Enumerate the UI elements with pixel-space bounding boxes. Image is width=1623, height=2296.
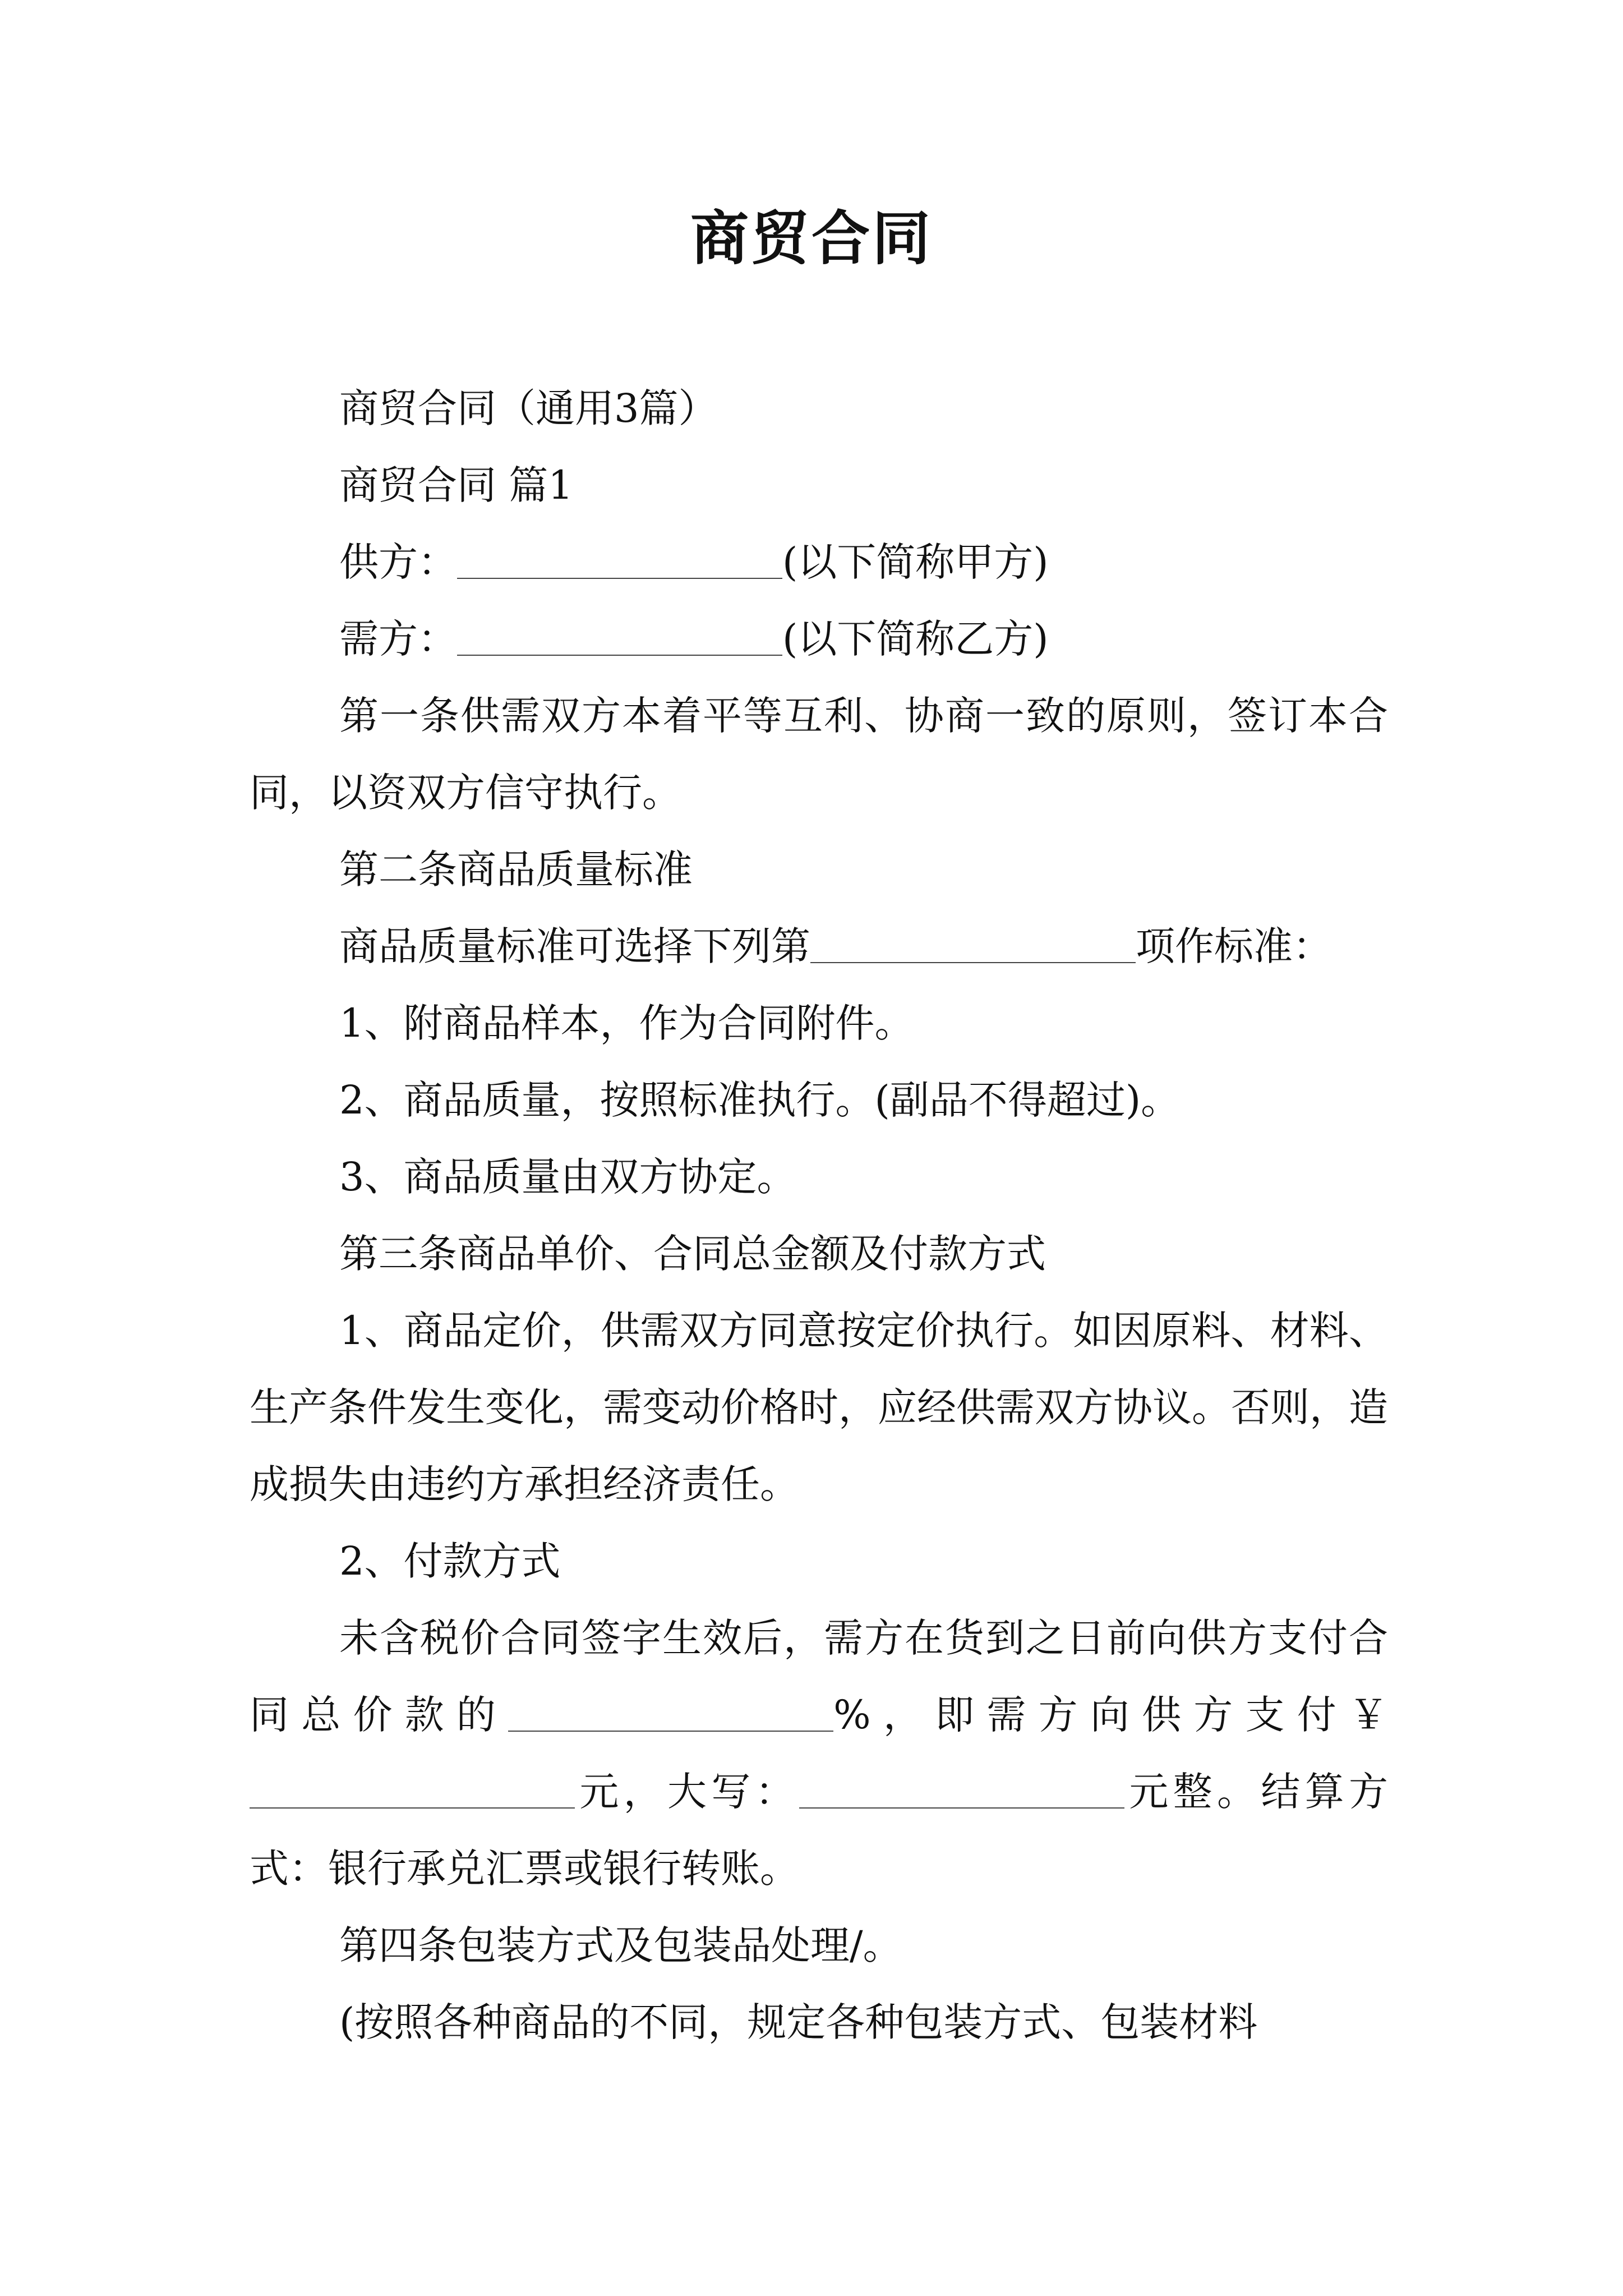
paragraph — [250, 1600, 1388, 1907]
paragraph — [250, 1984, 1388, 2061]
paragraph-text: 2、付款方式 — [339, 1538, 561, 1584]
fill-in-blank[interactable] — [250, 1768, 575, 1809]
document-body — [250, 370, 1388, 2061]
paragraph — [250, 1216, 1388, 1292]
paragraph-text: 第三条商品单价、合同总金额及付款方式 — [339, 1231, 1046, 1277]
paragraph-text: 商贸合同 篇1 — [339, 462, 573, 508]
paragraph — [250, 1523, 1388, 1600]
paragraph-text: 第二条商品质量标准 — [339, 846, 693, 892]
paragraph — [250, 1907, 1388, 1984]
paragraph-text: 第一条供需双方本着平等互利、协商一致的原则，签订本合同，以资双方信守执行。 — [250, 693, 1388, 816]
paragraph — [250, 678, 1388, 831]
paragraph — [250, 1062, 1388, 1139]
paragraph — [250, 1292, 1388, 1523]
paragraph-text: 元，大写： — [575, 1769, 799, 1815]
paragraph-text: 未含税价合同签字生效后，需方在货到之日前向供方支付合同总价款的 — [250, 1615, 1388, 1738]
paragraph-text: 项作标准： — [1136, 923, 1332, 969]
paragraph-text: (以下简称甲方) — [782, 539, 1049, 585]
paragraph — [250, 370, 1388, 447]
paragraph — [250, 908, 1388, 985]
fill-in-blank[interactable] — [810, 923, 1136, 963]
paragraph — [250, 524, 1388, 601]
fill-in-blank[interactable] — [457, 539, 782, 579]
paragraph-text: 商品质量标准可选择下列第 — [339, 923, 810, 969]
paragraph-text: (按照各种商品的不同，规定各种包装方式、包装材料 — [339, 1999, 1258, 2045]
paragraph-text: (以下简称乙方) — [782, 616, 1049, 662]
paragraph — [250, 1139, 1388, 1216]
paragraph-text: 2、商品质量，按照标准执行。(副品不得超过)。 — [339, 1077, 1181, 1123]
fill-in-blank[interactable] — [799, 1768, 1124, 1809]
paragraph — [250, 447, 1388, 524]
paragraph — [250, 601, 1388, 678]
paragraph-text: 元整。结算方式：银行承兑汇票或银行转账。 — [250, 1769, 1388, 1892]
paragraph-text: 3、商品质量由双方协定。 — [339, 1154, 796, 1200]
paragraph-text: 第四条包装方式及包装品处理/。 — [339, 1922, 902, 1968]
paragraph — [250, 985, 1388, 1062]
paragraph-text: 1、附商品样本，作为合同附件。 — [339, 1000, 914, 1046]
fill-in-blank[interactable] — [508, 1691, 833, 1732]
paragraph-text: 需方： — [339, 616, 457, 662]
fill-in-blank[interactable] — [457, 615, 782, 656]
document-title: 商贸合同 — [690, 204, 933, 273]
paragraph-text: 1、商品定价，供需双方同意按定价执行。如因原料、材料、生产条件发生变化，需变动价格时，应经供需双方协议。否则，造成损失由违约方承担经济责任。 — [250, 1308, 1388, 1507]
paragraph-text: 供方： — [339, 539, 457, 585]
paragraph-text: 商贸合同（通用3篇） — [339, 385, 718, 431]
paragraph-text: %，即需方向供方支付￥ — [833, 1692, 1389, 1738]
paragraph — [250, 831, 1388, 908]
